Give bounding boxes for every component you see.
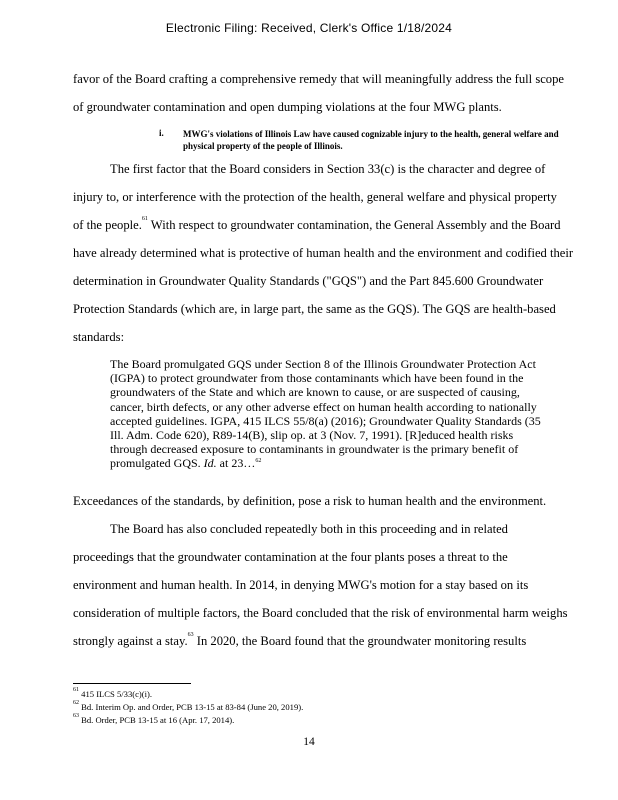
para1-line-4: have already determined what is protective of human health and the environment and codified their xyxy=(73,246,574,260)
footnote-ref-62: 62 xyxy=(255,458,262,465)
footnote-ref-63: 63 xyxy=(187,632,194,638)
filing-header: Electronic Filing: Received, Clerk's Office 1/18/2024 xyxy=(165,21,453,35)
footnote-62-text: Bd. Interim Op. and Order, PCB 13-15 at 83-84 (June 20, 2019). xyxy=(79,702,304,712)
para3-line-5-tail: In 2020, the Board found that the groundwater monitoring results xyxy=(193,634,527,648)
intro-line-2: of groundwater contamination and open dumping violations at the four MWG plants. xyxy=(73,100,502,114)
footnote-62-number: 62 xyxy=(73,700,79,706)
footnote-61-text: 415 ILCS 5/33(c)(i). xyxy=(79,689,153,699)
para2-line: Exceedances of the standards, by definition, pose a risk to human health and the environment. xyxy=(73,494,547,508)
footnote-divider xyxy=(73,683,191,684)
para1-line-6: Protection Standards (which are, in large part, the same as the GQS). The GQS are health-based xyxy=(73,302,556,316)
footnote-63-number: 63 xyxy=(73,713,79,719)
para1-line-3-tail: With respect to groundwater contamination, the General Assembly and the Board xyxy=(147,218,561,232)
footnote-ref-61: 61 xyxy=(141,216,148,222)
para1-line-1: The first factor that the Board considers in Section 33(c) is the character and degree of xyxy=(110,162,546,176)
para3-line-4: consideration of multiple factors, the Board concluded that the risk of environmental harm weighs xyxy=(73,606,568,620)
block-quote-body: The Board promulgated GQS under Section 8 of the Illinois Groundwater Protection Act (IGPA) to protect groundwater from those contaminants which have been found in the groundwaters of the State and which are known to cause, or are suspected of causing, cancer, birth defects, or any other adverse effect on human health according to nationally accepted guidelines. IGPA, 415 ILCS 55/8(a) (2016); Groundwater Quality Standards (35 Ill. Adm. Code 620), R89-14(B), slip op. at 3 (Nov. 7, 1991). [R]educed health risks through decreased exposure to contaminants in groundwater is the primary benefit of promulgated GQS. xyxy=(110,357,541,471)
footnote-61-number: 61 xyxy=(73,687,79,693)
section-heading-numeral: i. xyxy=(159,128,164,138)
block-quote xyxy=(110,357,550,471)
intro-line-1: favor of the Board crafting a comprehensive remedy that will meaningfully address the full scope xyxy=(73,72,564,86)
footnote-63 xyxy=(73,715,234,725)
para3-line-1: The Board has also concluded repeatedly both in this proceeding and in related xyxy=(110,522,508,536)
block-quote-tail: at 23… xyxy=(216,456,256,471)
section-heading: MWG's violations of Illinois Law have caused cognizable injury to the health, general welfare and physical property of the people of Illinois. xyxy=(183,129,559,151)
para3-line-5 xyxy=(73,634,526,649)
para1-line-7: standards: xyxy=(73,330,125,344)
para1-line-3-text: of the people. xyxy=(73,218,142,232)
footnote-63-text: Bd. Order, PCB 13-15 at 16 (Apr. 17, 2014). xyxy=(79,715,235,725)
para1-line-5: determination in Groundwater Quality Standards ("GQS") and the Part 845.600 Groundwater xyxy=(73,274,544,288)
para3-line-5-text: strongly against a stay. xyxy=(73,634,188,648)
block-quote-cite: Id. xyxy=(203,456,217,471)
page-number: 14 xyxy=(303,736,315,748)
footnote-62 xyxy=(73,702,303,712)
para3-line-3: environment and human health. In 2014, in denying MWG's motion for a stay based on its xyxy=(73,578,529,592)
footnote-61 xyxy=(73,689,152,699)
para3-line-2: proceedings that the groundwater contamination at the four plants poses a threat to the xyxy=(73,550,508,564)
para1-line-3 xyxy=(73,218,561,233)
para1-line-2: injury to, or interference with the protection of the health, general welfare and physical property xyxy=(73,190,557,204)
